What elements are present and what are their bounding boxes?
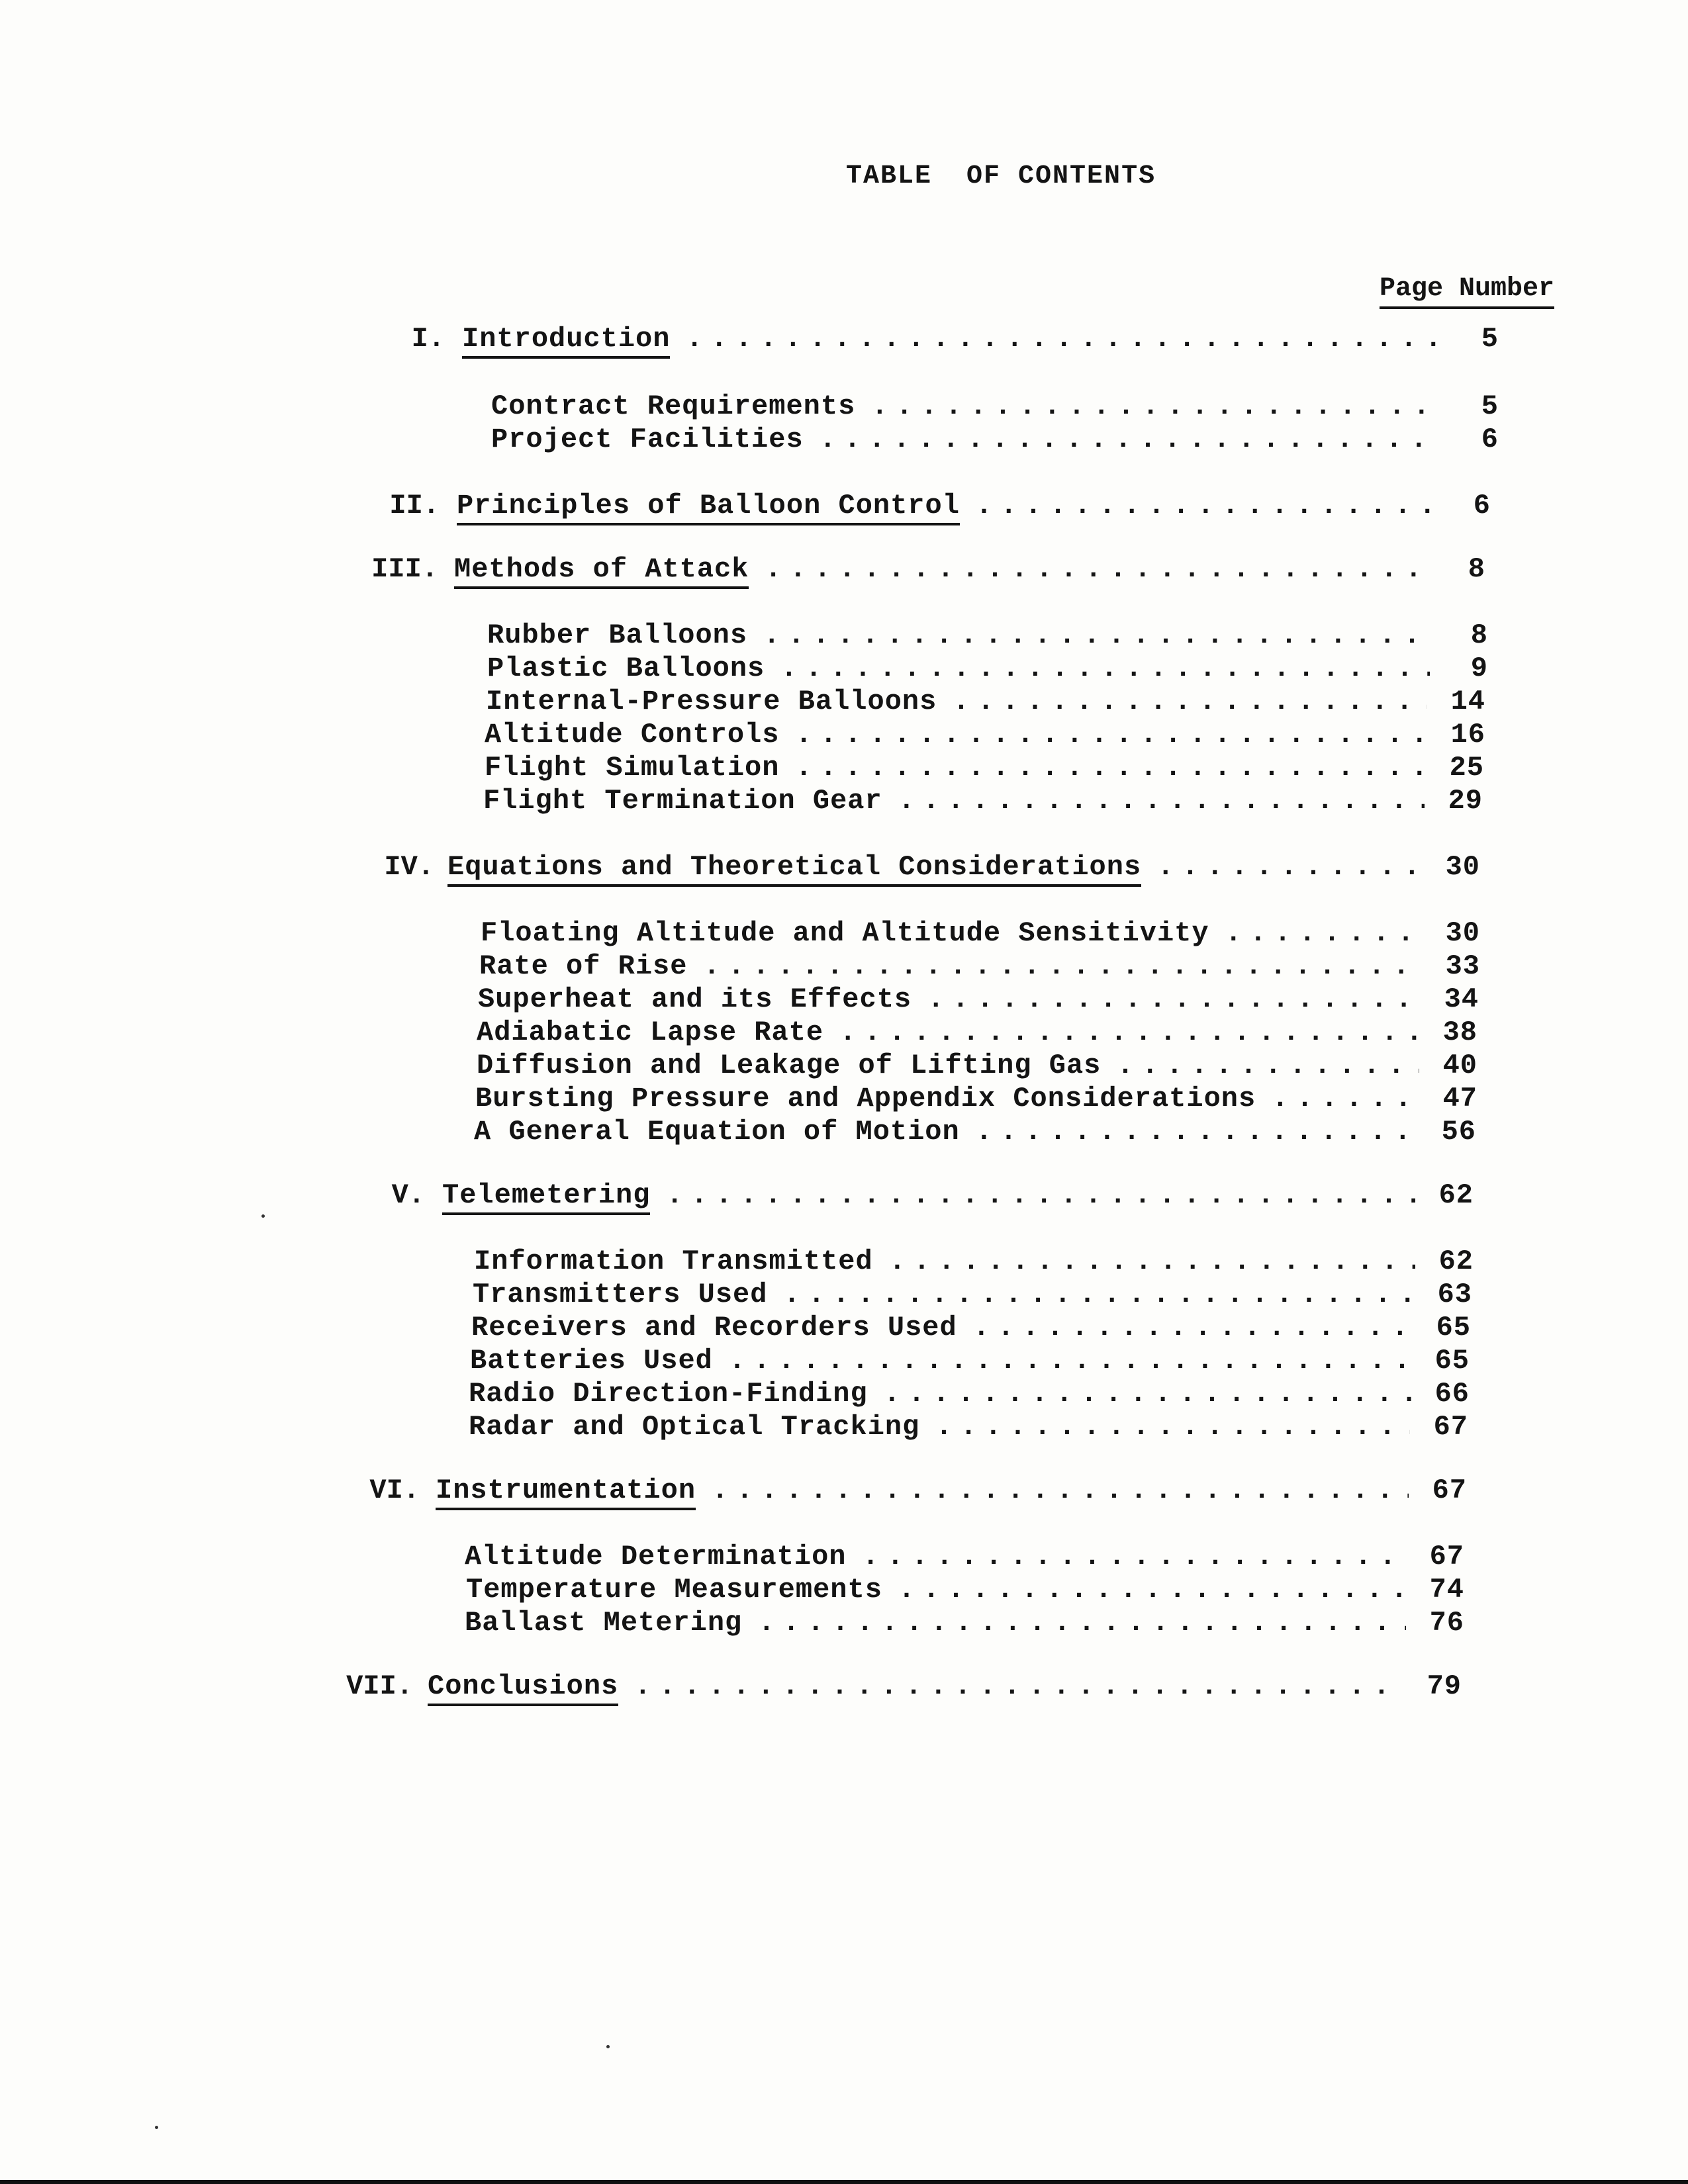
dot-leader (666, 1179, 1415, 1211)
subsection-title: Bursting Pressure and Appendix Considerations (475, 1083, 1256, 1115)
page-ref: 25 (1449, 752, 1484, 784)
toc-section-entry[interactable] (436, 1475, 1467, 1510)
toc-subsection-entry[interactable] (491, 390, 1499, 422)
dot-leader (765, 553, 1427, 585)
page-ref: 63 (1437, 1279, 1472, 1310)
toc-subsection-entry[interactable] (487, 619, 1488, 651)
page-number-header: Page Number (1380, 274, 1554, 309)
toc-subsection-entry[interactable] (477, 1017, 1477, 1048)
page-ref: 38 (1442, 1017, 1477, 1048)
subsection-title: A General Equation of Motion (474, 1116, 960, 1148)
subsection-title: Information Transmitted (474, 1246, 873, 1277)
toc-section-entry[interactable] (462, 323, 1499, 359)
page-ref: 62 (1438, 1179, 1474, 1211)
toc-section-entry[interactable] (442, 1179, 1474, 1215)
section-title: Conclusions (428, 1670, 618, 1706)
subsection-title: Rate of Rise (479, 950, 688, 982)
subsection-title: Altitude Controls (485, 719, 780, 751)
section-numeral: IV. (384, 851, 434, 883)
toc-subsection-entry[interactable] (469, 1378, 1470, 1410)
toc-section-entry[interactable] (454, 553, 1485, 589)
section-numeral: VI. (369, 1475, 420, 1506)
toc-subsection-entry[interactable] (465, 1607, 1464, 1639)
page-ref: 29 (1448, 785, 1483, 817)
subsection-title: Receivers and Recorders Used (471, 1312, 957, 1343)
scan-edge (0, 2180, 1688, 2184)
toc-section-entry[interactable] (447, 851, 1480, 887)
dot-leader (871, 390, 1440, 422)
page-ref: 16 (1450, 719, 1485, 751)
subsection-title: Diffusion and Leakage of Lifting Gas (477, 1050, 1102, 1081)
page-ref: 76 (1429, 1607, 1464, 1639)
toc-subsection-entry[interactable] (466, 1574, 1464, 1606)
toc-subsection-entry[interactable] (483, 785, 1483, 817)
subsection-title: Ballast Metering (465, 1607, 743, 1639)
subsection-title: Altitude Determination (465, 1541, 847, 1572)
subsection-title: Rubber Balloons (487, 619, 748, 651)
page-ref: 66 (1434, 1378, 1470, 1410)
dot-leader (686, 323, 1440, 355)
toc-subsection-entry[interactable] (474, 1246, 1474, 1277)
page-ref: 30 (1445, 917, 1480, 949)
toc-subsection-entry[interactable] (465, 1541, 1464, 1572)
page-title: TABLE OF CONTENTS (846, 161, 1156, 191)
dot-leader (1225, 917, 1422, 949)
subsection-title: Flight Simulation (485, 752, 780, 784)
dot-leader (783, 1279, 1414, 1310)
page-ref: 14 (1450, 686, 1485, 717)
section-title: Instrumentation (436, 1475, 696, 1510)
dot-leader (1117, 1050, 1419, 1081)
subsection-title: Transmitters Used (473, 1279, 768, 1310)
subsection-title: Adiabatic Lapse Rate (477, 1017, 824, 1048)
dot-leader (889, 1246, 1415, 1277)
subsection-title: Project Facilities (491, 424, 804, 455)
dot-leader (795, 752, 1426, 784)
subsection-title: Internal-Pressure Balloons (486, 686, 937, 717)
dot-leader (898, 1574, 1406, 1606)
toc-subsection-entry[interactable] (478, 983, 1479, 1015)
page-ref: 65 (1436, 1312, 1471, 1343)
page-ref: 67 (1432, 1475, 1467, 1506)
toc-subsection-entry[interactable] (486, 686, 1485, 717)
section-title: Introduction (462, 323, 670, 359)
section-title: Principles of Balloon Control (457, 490, 960, 525)
toc-subsection-entry[interactable] (475, 1083, 1477, 1115)
page-ref: 8 (1470, 619, 1488, 651)
dot-leader (703, 950, 1422, 982)
toc-subsection-entry[interactable] (471, 1312, 1471, 1343)
section-title: Telemetering (442, 1179, 650, 1215)
page-ref: 34 (1444, 983, 1479, 1015)
dot-leader (973, 1312, 1413, 1343)
page-ref: 67 (1433, 1411, 1468, 1443)
page-ref: 79 (1427, 1670, 1462, 1702)
toc-subsection-entry[interactable] (491, 424, 1499, 455)
dot-leader (729, 1345, 1411, 1377)
toc-subsection-entry[interactable] (485, 752, 1484, 784)
scan-speck (606, 2045, 610, 2048)
subsection-title: Superheat and its Effects (478, 983, 912, 1015)
dot-leader (634, 1670, 1403, 1702)
page-ref: 30 (1445, 851, 1480, 883)
dot-leader (935, 1411, 1410, 1443)
section-numeral: I. (411, 323, 445, 355)
subsection-title: Floating Altitude and Altitude Sensitivity (481, 917, 1209, 949)
section-numeral: III. (371, 553, 438, 585)
dot-leader (953, 686, 1427, 717)
dot-leader (976, 490, 1432, 522)
toc-section-entry[interactable] (428, 1670, 1462, 1706)
page-ref: 65 (1434, 1345, 1470, 1377)
dot-leader (712, 1475, 1409, 1506)
subsection-title: Temperature Measurements (466, 1574, 882, 1606)
subsection-title: Batteries Used (470, 1345, 713, 1377)
dot-leader (927, 983, 1421, 1015)
section-title: Equations and Theoretical Considerations (447, 851, 1141, 887)
toc-section-entry[interactable] (457, 490, 1491, 525)
dot-leader (884, 1378, 1411, 1410)
subsection-title: Contract Requirements (491, 390, 856, 422)
dot-leader (758, 1607, 1406, 1639)
page-ref: 62 (1438, 1246, 1474, 1277)
page-ref: 33 (1445, 950, 1480, 982)
dot-leader (898, 785, 1425, 817)
toc-subsection-entry[interactable] (485, 719, 1485, 751)
section-title: Methods of Attack (454, 553, 749, 589)
toc-subsection-entry[interactable] (473, 1279, 1472, 1310)
page-ref: 74 (1429, 1574, 1464, 1606)
section-numeral: II. (389, 490, 440, 522)
page-ref: 5 (1481, 323, 1499, 355)
page-ref: 6 (1473, 490, 1491, 522)
toc-subsection-entry[interactable] (479, 950, 1480, 982)
page-ref: 6 (1481, 424, 1499, 455)
page-ref: 56 (1441, 1116, 1476, 1148)
toc-subsection-entry[interactable] (487, 653, 1488, 684)
dot-leader (839, 1017, 1419, 1048)
page-ref: 40 (1442, 1050, 1477, 1081)
dot-leader (820, 424, 1440, 455)
dot-leader (795, 719, 1427, 751)
dot-leader (863, 1541, 1407, 1572)
dot-leader (780, 653, 1430, 684)
scan-speck (261, 1214, 265, 1218)
page-ref: 67 (1429, 1541, 1464, 1572)
subsection-title: Plastic Balloons (487, 653, 765, 684)
subsection-title: Flight Termination Gear (483, 785, 882, 817)
section-numeral: V. (391, 1179, 425, 1211)
page-ref: 5 (1481, 390, 1499, 422)
dot-leader (1272, 1083, 1419, 1115)
dot-leader (1157, 851, 1422, 883)
dot-leader (763, 619, 1430, 651)
subsection-title: Radar and Optical Tracking (469, 1411, 920, 1443)
dot-leader (976, 1116, 1418, 1148)
subsection-title: Radio Direction-Finding (469, 1378, 868, 1410)
toc-subsection-entry[interactable] (477, 1050, 1477, 1081)
toc-subsection-entry[interactable] (474, 1116, 1476, 1148)
page-ref: 8 (1468, 553, 1485, 585)
toc-subsection-entry[interactable] (469, 1411, 1468, 1443)
scan-speck (155, 2126, 158, 2129)
page-ref: 47 (1442, 1083, 1477, 1115)
section-numeral: VII. (346, 1670, 413, 1702)
toc-subsection-entry[interactable] (470, 1345, 1470, 1377)
page-ref: 9 (1470, 653, 1488, 684)
toc-subsection-entry[interactable] (481, 917, 1480, 949)
